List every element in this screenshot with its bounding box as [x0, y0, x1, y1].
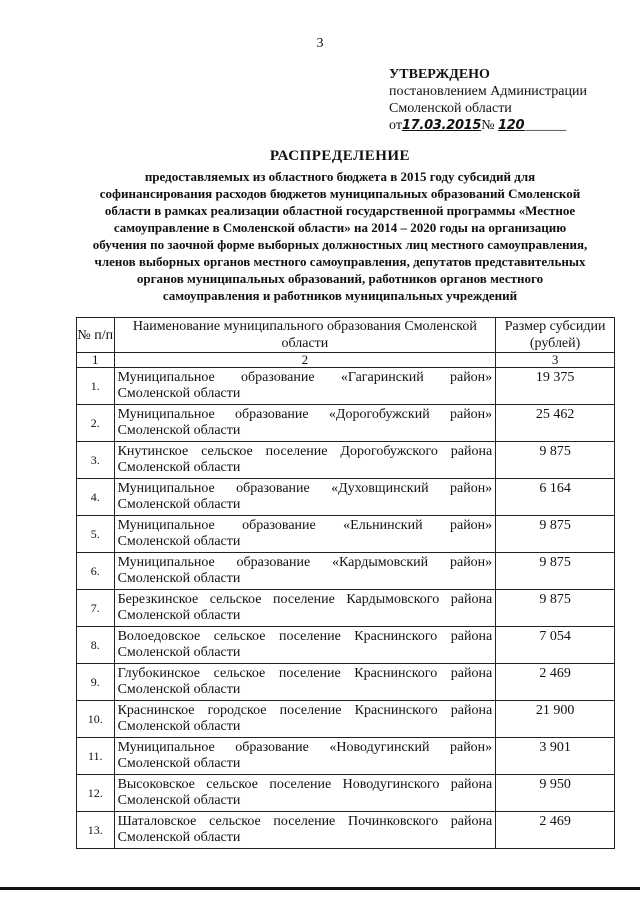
row-amount: 9 875: [496, 442, 615, 479]
row-amount: 2 469: [496, 664, 615, 701]
row-number: 3.: [77, 442, 115, 479]
row-amount: 3 901: [496, 738, 615, 775]
approval-signature-line: от17.03.2015№ 120______: [389, 118, 567, 133]
row-amount: 9 875: [496, 553, 615, 590]
row-amount: 21 900: [496, 701, 615, 738]
row-number: 13.: [77, 812, 115, 849]
column-index-3: 3: [496, 353, 615, 368]
approval-line-2: Смоленской области: [389, 101, 512, 116]
title-block: [90, 147, 590, 304]
table-row: [77, 738, 615, 775]
row-number: 12.: [77, 775, 115, 812]
row-number: 1.: [77, 368, 115, 405]
row-name: Березкинское сельское поселение Кардымовского района Смоленской области: [114, 590, 496, 627]
table-row: [77, 701, 615, 738]
table-row: [77, 553, 615, 590]
approval-line-1: постановлением Администрации: [389, 84, 587, 99]
row-name: Высоковское сельское поселение Новодугинского района Смоленской области: [114, 775, 496, 812]
row-amount: 19 375: [496, 368, 615, 405]
row-amount: 7 054: [496, 627, 615, 664]
row-amount: 25 462: [496, 405, 615, 442]
table-row: [77, 590, 615, 627]
row-amount: 9 875: [496, 590, 615, 627]
row-number: 4.: [77, 479, 115, 516]
document-subtitle: предоставляемых из областного бюджета в 2015 году субсидий для софинансирования расходов бюджетов муниципальных образований Смоленской области в рамках реализации областной государственной программы «Местное самоуправление в Смоленской области» на 2014 – 2020 годы на организацию обучения по заочной форме выборных должностных лиц местного самоуправления, членов выборных органов местного самоуправления, депутатов представительных органов муниципальных образований, работников органов местного самоуправления и работников муниципальных учреждений: [92, 169, 588, 303]
row-number: 8.: [77, 627, 115, 664]
table-row: [77, 516, 615, 553]
approval-heading: УТВЕРЖДЕНО: [389, 67, 490, 82]
row-name: Кнутинское сельское поселение Дорогобужского района Смоленской области: [114, 442, 496, 479]
column-index-1: 1: [77, 353, 115, 368]
table-row: [77, 812, 615, 849]
row-name: Волоедовское сельское поселение Краснинского района Смоленской области: [114, 627, 496, 664]
table-row: [77, 664, 615, 701]
document-title: РАСПРЕДЕЛЕНИЕ: [269, 148, 411, 164]
row-number: 5.: [77, 516, 115, 553]
header-amount: Размер субсидии (рублей): [496, 318, 615, 353]
table-header-row: [77, 318, 615, 353]
row-number: 9.: [77, 664, 115, 701]
column-index-row: [77, 353, 615, 368]
row-number: 11.: [77, 738, 115, 775]
approval-block: [389, 66, 587, 134]
column-index-2: 2: [114, 353, 496, 368]
row-number: 2.: [77, 405, 115, 442]
row-amount: 2 469: [496, 812, 615, 849]
table-row: [77, 479, 615, 516]
row-name: Глубокинское сельское поселение Краснинского района Смоленской области: [114, 664, 496, 701]
table-row: [77, 627, 615, 664]
row-amount: 9 950: [496, 775, 615, 812]
row-name: Шаталовское сельское поселение Починковского района Смоленской области: [114, 812, 496, 849]
table-row: [77, 442, 615, 479]
table-row: [77, 368, 615, 405]
page-number: 3: [316, 36, 324, 51]
from-label: от: [389, 118, 402, 133]
row-number: 7.: [77, 590, 115, 627]
subsidies-table: [76, 317, 615, 849]
row-name: Муниципальное образование «Новодугинский район» Смоленской области: [114, 738, 496, 775]
row-number: 6.: [77, 553, 115, 590]
row-amount: 6 164: [496, 479, 615, 516]
row-name: Муниципальное образование «Кардымовский район» Смоленской области: [114, 553, 496, 590]
row-amount: 9 875: [496, 516, 615, 553]
row-name: Муниципальное образование «Дорогобужский район» Смоленской области: [114, 405, 496, 442]
table-row: [77, 775, 615, 812]
handwritten-number: 120: [498, 118, 525, 133]
row-name: Муниципальное образование «Духовщинский район» Смоленской области: [114, 479, 496, 516]
row-name: Муниципальное образование «Ельнинский район» Смоленской области: [114, 516, 496, 553]
header-name: Наименование муниципального образования Смоленской области: [114, 318, 496, 353]
number-label: №: [481, 118, 495, 133]
page-bottom-rule: [0, 887, 640, 890]
row-name: Краснинское городское поселение Краснинского района Смоленской области: [114, 701, 496, 738]
row-number: 10.: [77, 701, 115, 738]
table-row: [77, 405, 615, 442]
header-number: № п/п: [77, 318, 115, 353]
row-name: Муниципальное образование «Гагаринский район» Смоленской области: [114, 368, 496, 405]
handwritten-date: 17.03.2015: [401, 118, 482, 133]
